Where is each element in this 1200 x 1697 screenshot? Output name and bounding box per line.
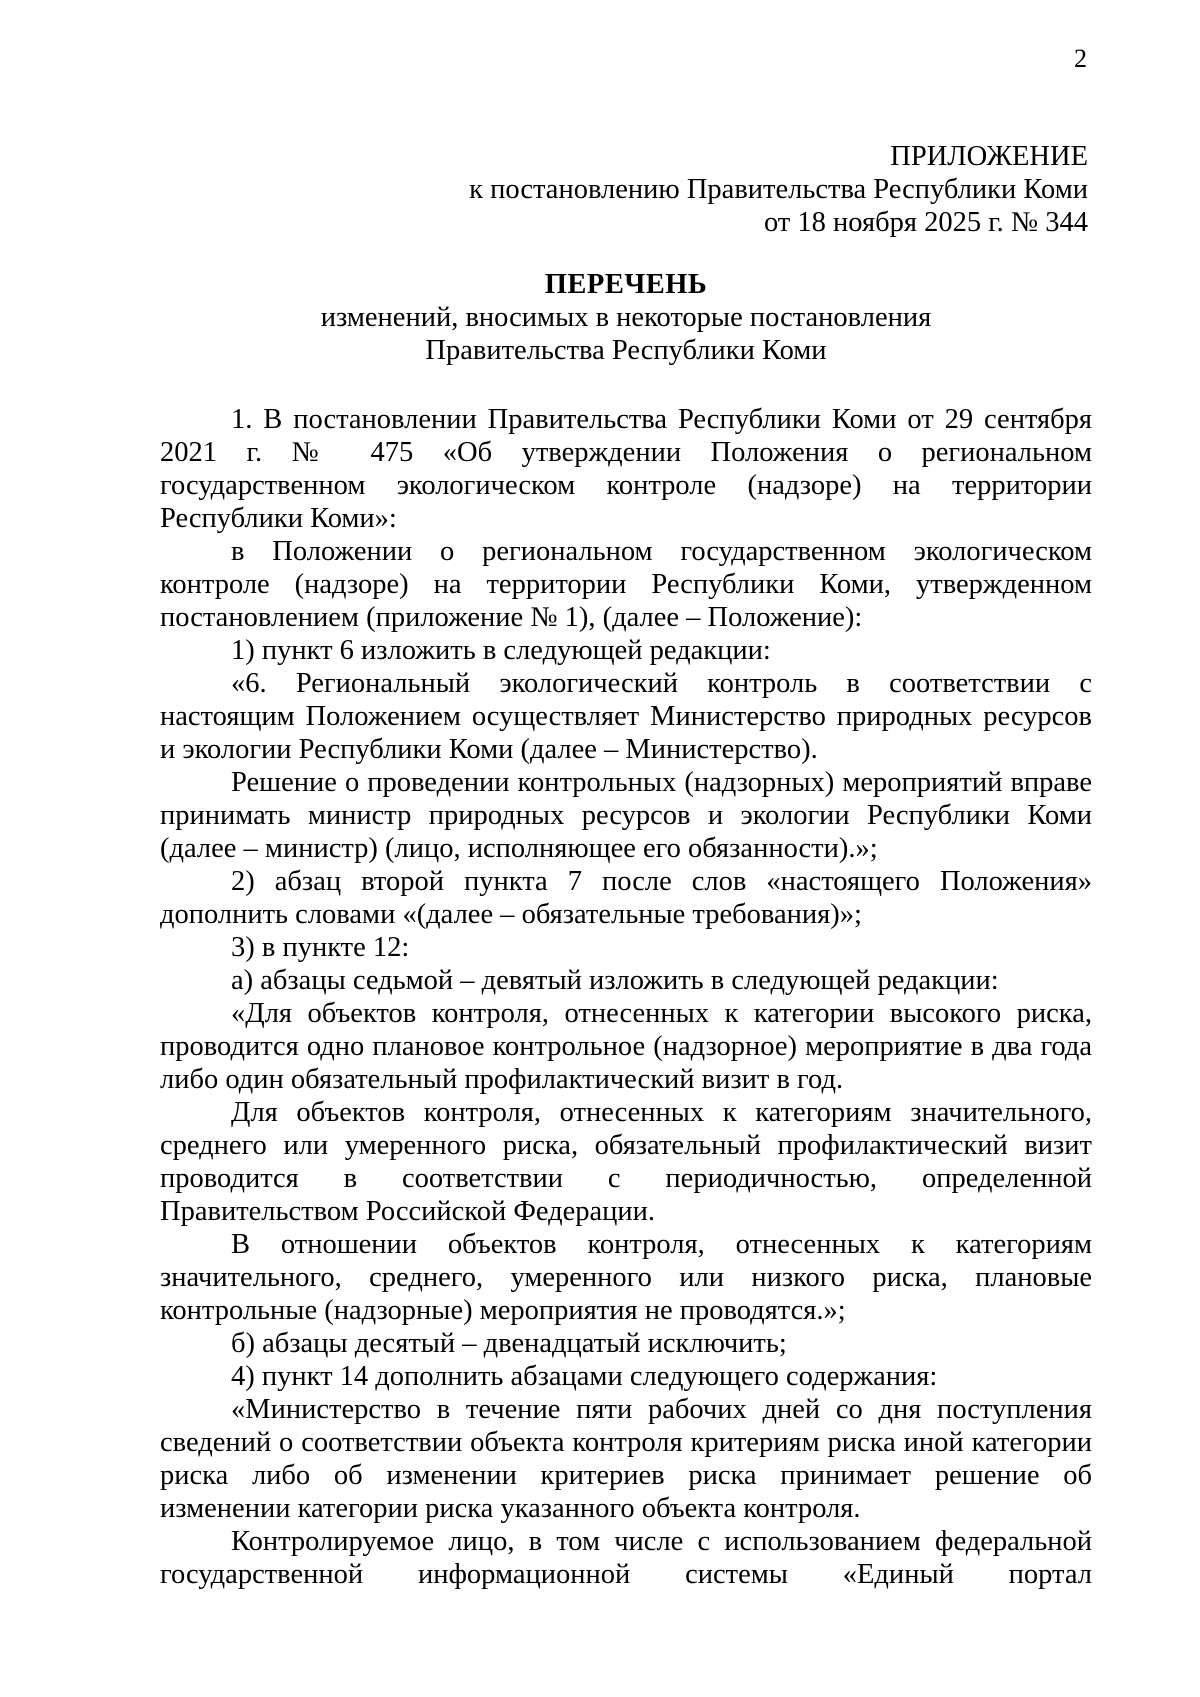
- document-heading: [160, 268, 1092, 367]
- appendix-header: [469, 140, 1088, 239]
- paragraph: «Для объектов контроля, отнесенных к категории высокого риска, проводится одно плановое контрольное (надзорное) мероприятие в два года либо один обязательный профилактический визит в год.: [160, 998, 1092, 1095]
- paragraph: 4) пункт 14 дополнить абзацами следующего содержания:: [231, 1361, 938, 1392]
- document-subtitle-line2: Правительства Республики Коми: [425, 335, 827, 366]
- paragraph: 2) абзац второй пункта 7 после слов «настоящего Положения» дополнить словами «(далее – обязательные требования)»;: [160, 866, 1092, 930]
- paragraph: «6. Региональный экологический контроль в соответствии с настоящим Положением осуществляет Министерство природных ресурсов и экологии Республики Коми (далее – Министерство).: [160, 668, 1092, 765]
- paragraph: Решение о проведении контрольных (надзорных) мероприятий вправе принимать министр природных ресурсов и экологии Республики Коми (далее – министр) (лицо, исполняющее его обязанности).»;: [160, 767, 1092, 864]
- page-number: 2: [1074, 44, 1087, 73]
- paragraph: 1) пункт 6 изложить в следующей редакции:: [231, 635, 771, 666]
- paragraph: В отношении объектов контроля, отнесенных к категориям значительного, среднего, умеренного или низкого риска, плановые контрольные (надзорные) мероприятия не проводятся.»;: [160, 1229, 1092, 1326]
- paragraph: Для объектов контроля, отнесенных к категориям значительного, среднего или умеренного риска, обязательный профилактический визит проводится в соответствии с периодичностью, определенной Правительством Российской Федерации.: [160, 1097, 1092, 1227]
- paragraph: в Положении о региональном государственном экологическом контроле (надзоре) на территории Республики Коми, утвержденном постановлением (приложение № 1), (далее – Положение):: [160, 536, 1092, 633]
- document-title: ПЕРЕЧЕНЬ: [544, 269, 708, 300]
- appendix-date-number: от 18 ноября 2025 г. № 344: [763, 207, 1088, 238]
- appendix-label: ПРИЛОЖЕНИЕ: [890, 141, 1088, 172]
- paragraph: 3) в пункте 12:: [231, 932, 410, 963]
- paragraph: 1. В постановлении Правительства Республики Коми от 29 сентября 2021 г. № 475 «Об утверждении Положения о региональном государственном экологическом контроле (надзоре) на территории Республики Коми»:: [160, 404, 1092, 534]
- paragraph: «Министерство в течение пяти рабочих дней со дня поступления сведений о соответствии объекта контроля критериям риска иной категории риска либо об изменении критериев риска принимает решение об изменении категории риска указанного объекта контроля.: [160, 1394, 1092, 1524]
- document-body: [160, 403, 1092, 1591]
- paragraph: б) абзацы десятый – двенадцатый исключить;: [231, 1328, 787, 1359]
- appendix-reference: к постановлению Правительства Республики Коми: [469, 174, 1088, 205]
- paragraph: а) абзацы седьмой – девятый изложить в следующей редакции:: [231, 965, 999, 996]
- paragraph: Контролируемое лицо, в том числе с использованием федеральной государственной информационной системы «Единый портал: [160, 1526, 1092, 1590]
- document-subtitle-line1: изменений, вносимых в некоторые постановления: [320, 302, 932, 333]
